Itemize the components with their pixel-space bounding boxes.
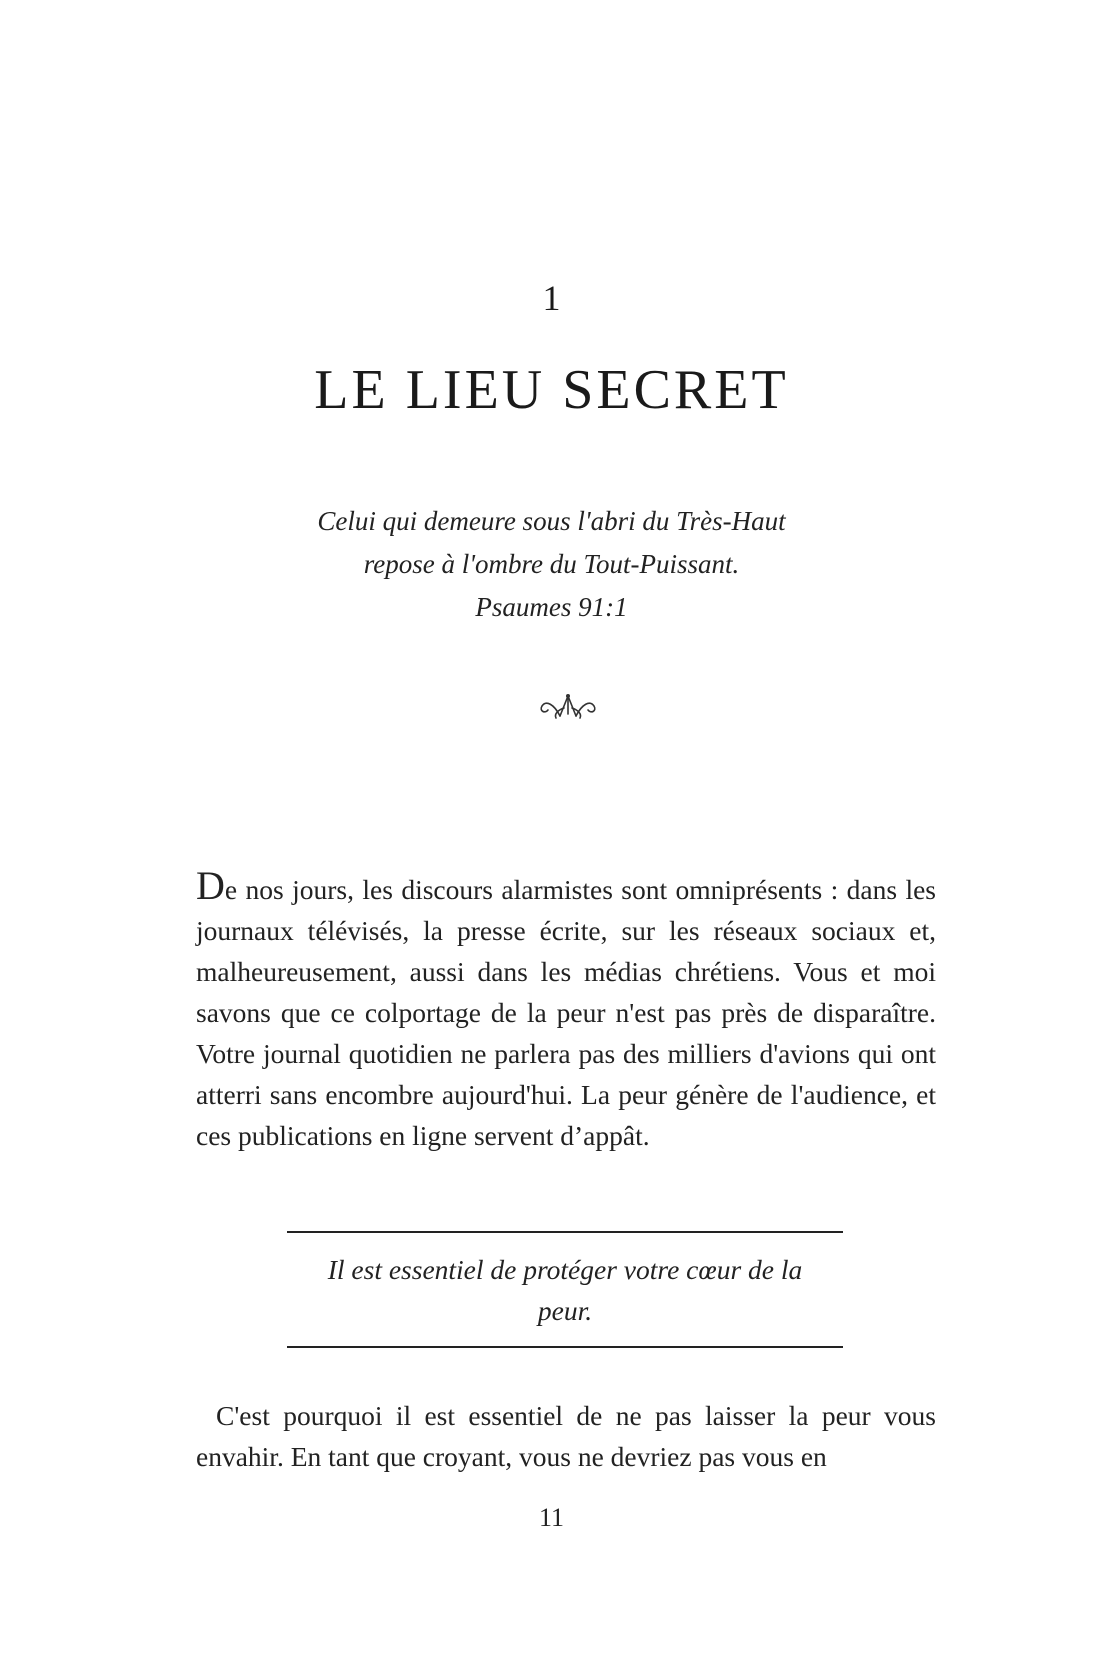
- drop-cap: D: [196, 863, 225, 908]
- chapter-number: 1: [542, 278, 561, 318]
- body-paragraph-2: C'est pourquoi il est essentiel de ne pas laisser la peur vous envahir. En tant que croyant, vous ne devriez pas vous en: [196, 1400, 936, 1472]
- page-number: 11: [538, 1503, 565, 1532]
- epigraph: [0, 500, 1103, 629]
- epigraph-reference: Psaumes 91:1: [475, 592, 628, 622]
- epigraph-line-1: Celui qui demeure sous l'abri du Très-Haut: [317, 506, 786, 536]
- epigraph-line-2: repose à l'ombre du Tout-Puissant.: [363, 549, 740, 579]
- paragraph-1-text: e nos jours, les discours alarmistes sont omniprésents : dans les journaux télévisés, la presse écrite, sur les réseaux sociaux et, malheureusement, aussi dans les médias chrétiens. Vous et moi savons que ce colportage de la peur n'est pas près de disparaître. Votre journal quotidien ne parlera pas des milliers d'avions qui ont atterri sans encombre aujourd'hui. La peur génère de l'audience, et ces publications en ligne servent d’appât.: [196, 874, 936, 1151]
- body-paragraph-1: [196, 865, 936, 1156]
- pull-quote: [287, 1231, 843, 1348]
- chapter-title: LE LIEU SECRET: [314, 359, 789, 421]
- floral-ornament-icon: [536, 690, 600, 722]
- pull-quote-text: Il est essentiel de protéger votre cœur de la peur.: [327, 1254, 803, 1326]
